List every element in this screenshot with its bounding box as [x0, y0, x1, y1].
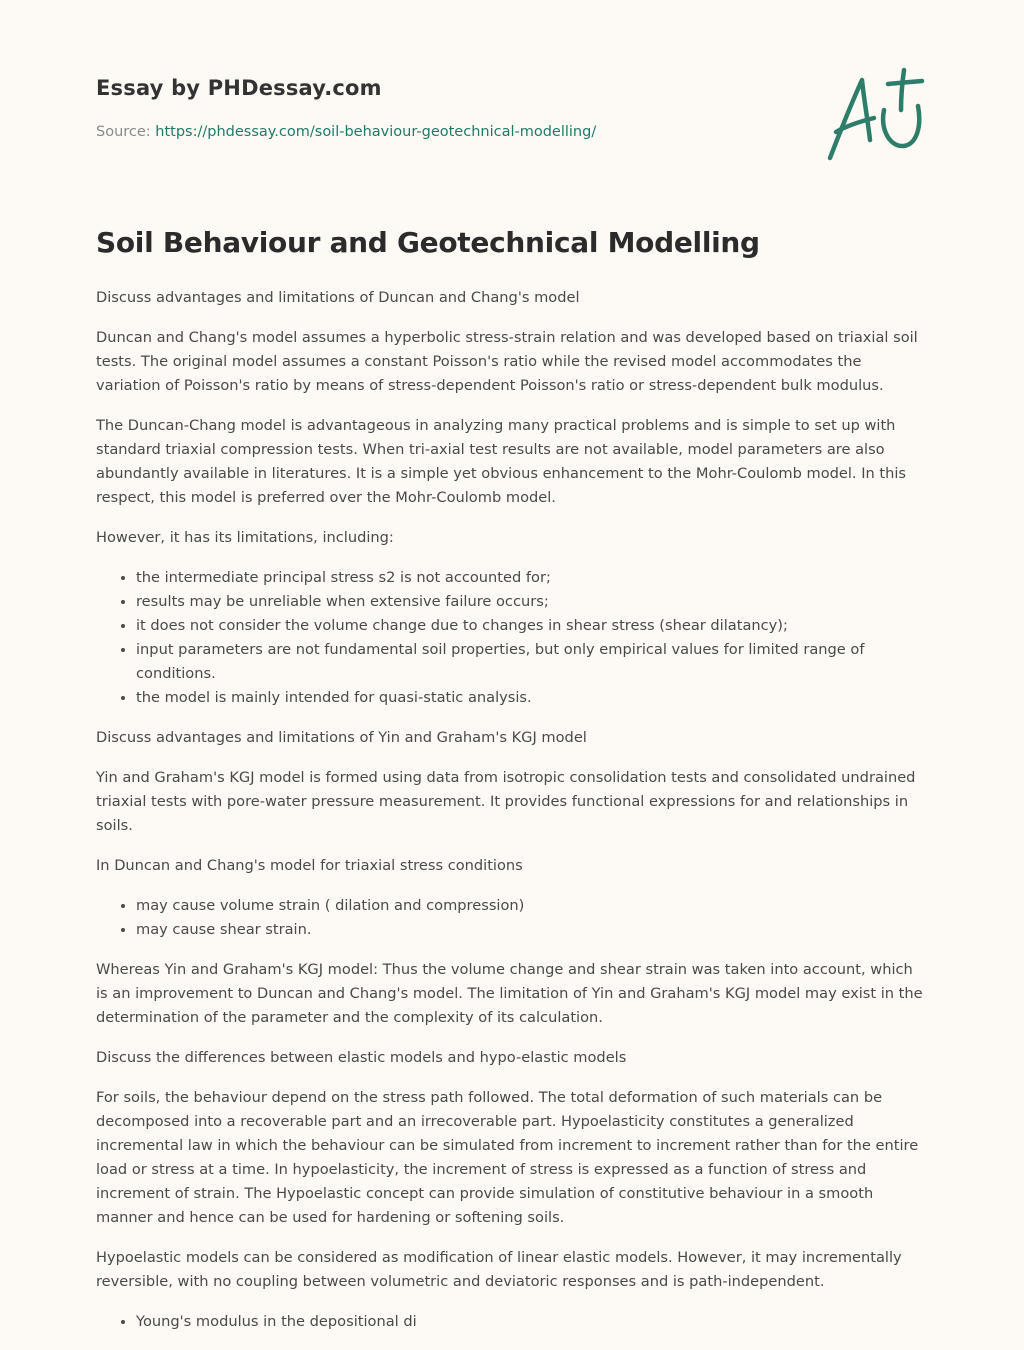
brand-title: Essay by PHDessay.com	[96, 76, 382, 100]
list-item: • it does not consider the volume change due to changes in shear stress (shear dilatancy);	[136, 614, 928, 638]
list-item: • may cause volume strain ( dilation and compression)	[136, 894, 928, 918]
paragraph: However, it has its limitations, including:	[96, 529, 394, 546]
list-item: • results may be unreliable when extensive failure occurs;	[136, 590, 928, 614]
paragraph: Whereas Yin and Graham's KGJ model: Thus the volume change and shear strain was taken into account, which is an improvement to Duncan and Chang's model. The limitation of Yin and Graham's KGJ model may exist in the determination of the parameter and the complexity of its calculation.	[96, 961, 923, 1026]
paragraph: Discuss advantages and limitations of Yin and Graham's KGJ model	[96, 729, 587, 746]
paragraph: Yin and Graham's KGJ model is formed using data from isotropic consolidation tests and consolidated undrained triaxial tests with pore-water pressure measurement. It provides functional expressions for and relationships in soils.	[96, 769, 916, 834]
source-line	[96, 124, 596, 140]
limitations-list	[96, 566, 928, 710]
source-label: Source:	[96, 124, 151, 140]
paragraph: Duncan and Chang's model assumes a hyperbolic stress-strain relation and was developed based on triaxial soil tests. The original model assumes a constant Poisson's ratio while the revised model accommodates the variation of Poisson's ratio by means of stress-dependent Poisson's ratio or stress-dependent bulk modulus.	[96, 329, 918, 394]
a-plus-logo-icon	[822, 66, 930, 166]
essay-title: Soil Behaviour and Geotechnical Modelling	[96, 226, 760, 259]
truncated-list	[96, 1310, 928, 1334]
paragraph: Discuss advantages and limitations of Duncan and Chang's model	[96, 289, 580, 306]
paragraph: In Duncan and Chang's model for triaxial stress conditions	[96, 857, 523, 874]
essay-body	[96, 286, 928, 1350]
list-item: • input parameters are not fundamental soil properties, but only empirical values for limited range of conditions.	[136, 638, 928, 686]
paragraph: For soils, the behaviour depend on the stress path followed. The total deformation of such materials can be decomposed into a recoverable part and an irrecoverable part. Hypoelasticity constitutes a generalized incremental law in which the behaviour can be simulated from increment to increment rather than for the entire load or stress at a time. In hypoelasticity, the increment of stress is expressed as a function of stress and increment of strain. The Hypoelastic concept can provide simulation of constitutive behaviour in a smooth manner and hence can be used for hardening or softening soils.	[96, 1089, 919, 1226]
list-item: • Young's modulus in the depositional di	[136, 1310, 928, 1334]
source-link[interactable]: https://phdessay.com/soil-behaviour-geotechnical-modelling/	[155, 124, 597, 140]
list-item: • the intermediate principal stress s2 is not accounted for;	[136, 566, 928, 590]
paragraph: The Duncan-Chang model is advantageous in analyzing many practical problems and is simple to set up with standard triaxial compression tests. When tri-axial test results are not available, model parameters are also abundantly available in literatures. It is a simple yet obvious enhancement to the Mohr-Coulomb model. In this respect, this model is preferred over the Mohr-Coulomb model.	[96, 417, 907, 506]
list-item: • the model is mainly intended for quasi-static analysis.	[136, 686, 928, 710]
paragraph: Discuss the differences between elastic models and hypo-elastic models	[96, 1049, 627, 1066]
paragraph: Hypoelastic models can be considered as modification of linear elastic models. However, it may incrementally reversible, with no coupling between volumetric and deviatoric responses and is path-independent.	[96, 1249, 902, 1290]
list-item: • may cause shear strain.	[136, 918, 928, 942]
strain-list	[96, 894, 928, 942]
